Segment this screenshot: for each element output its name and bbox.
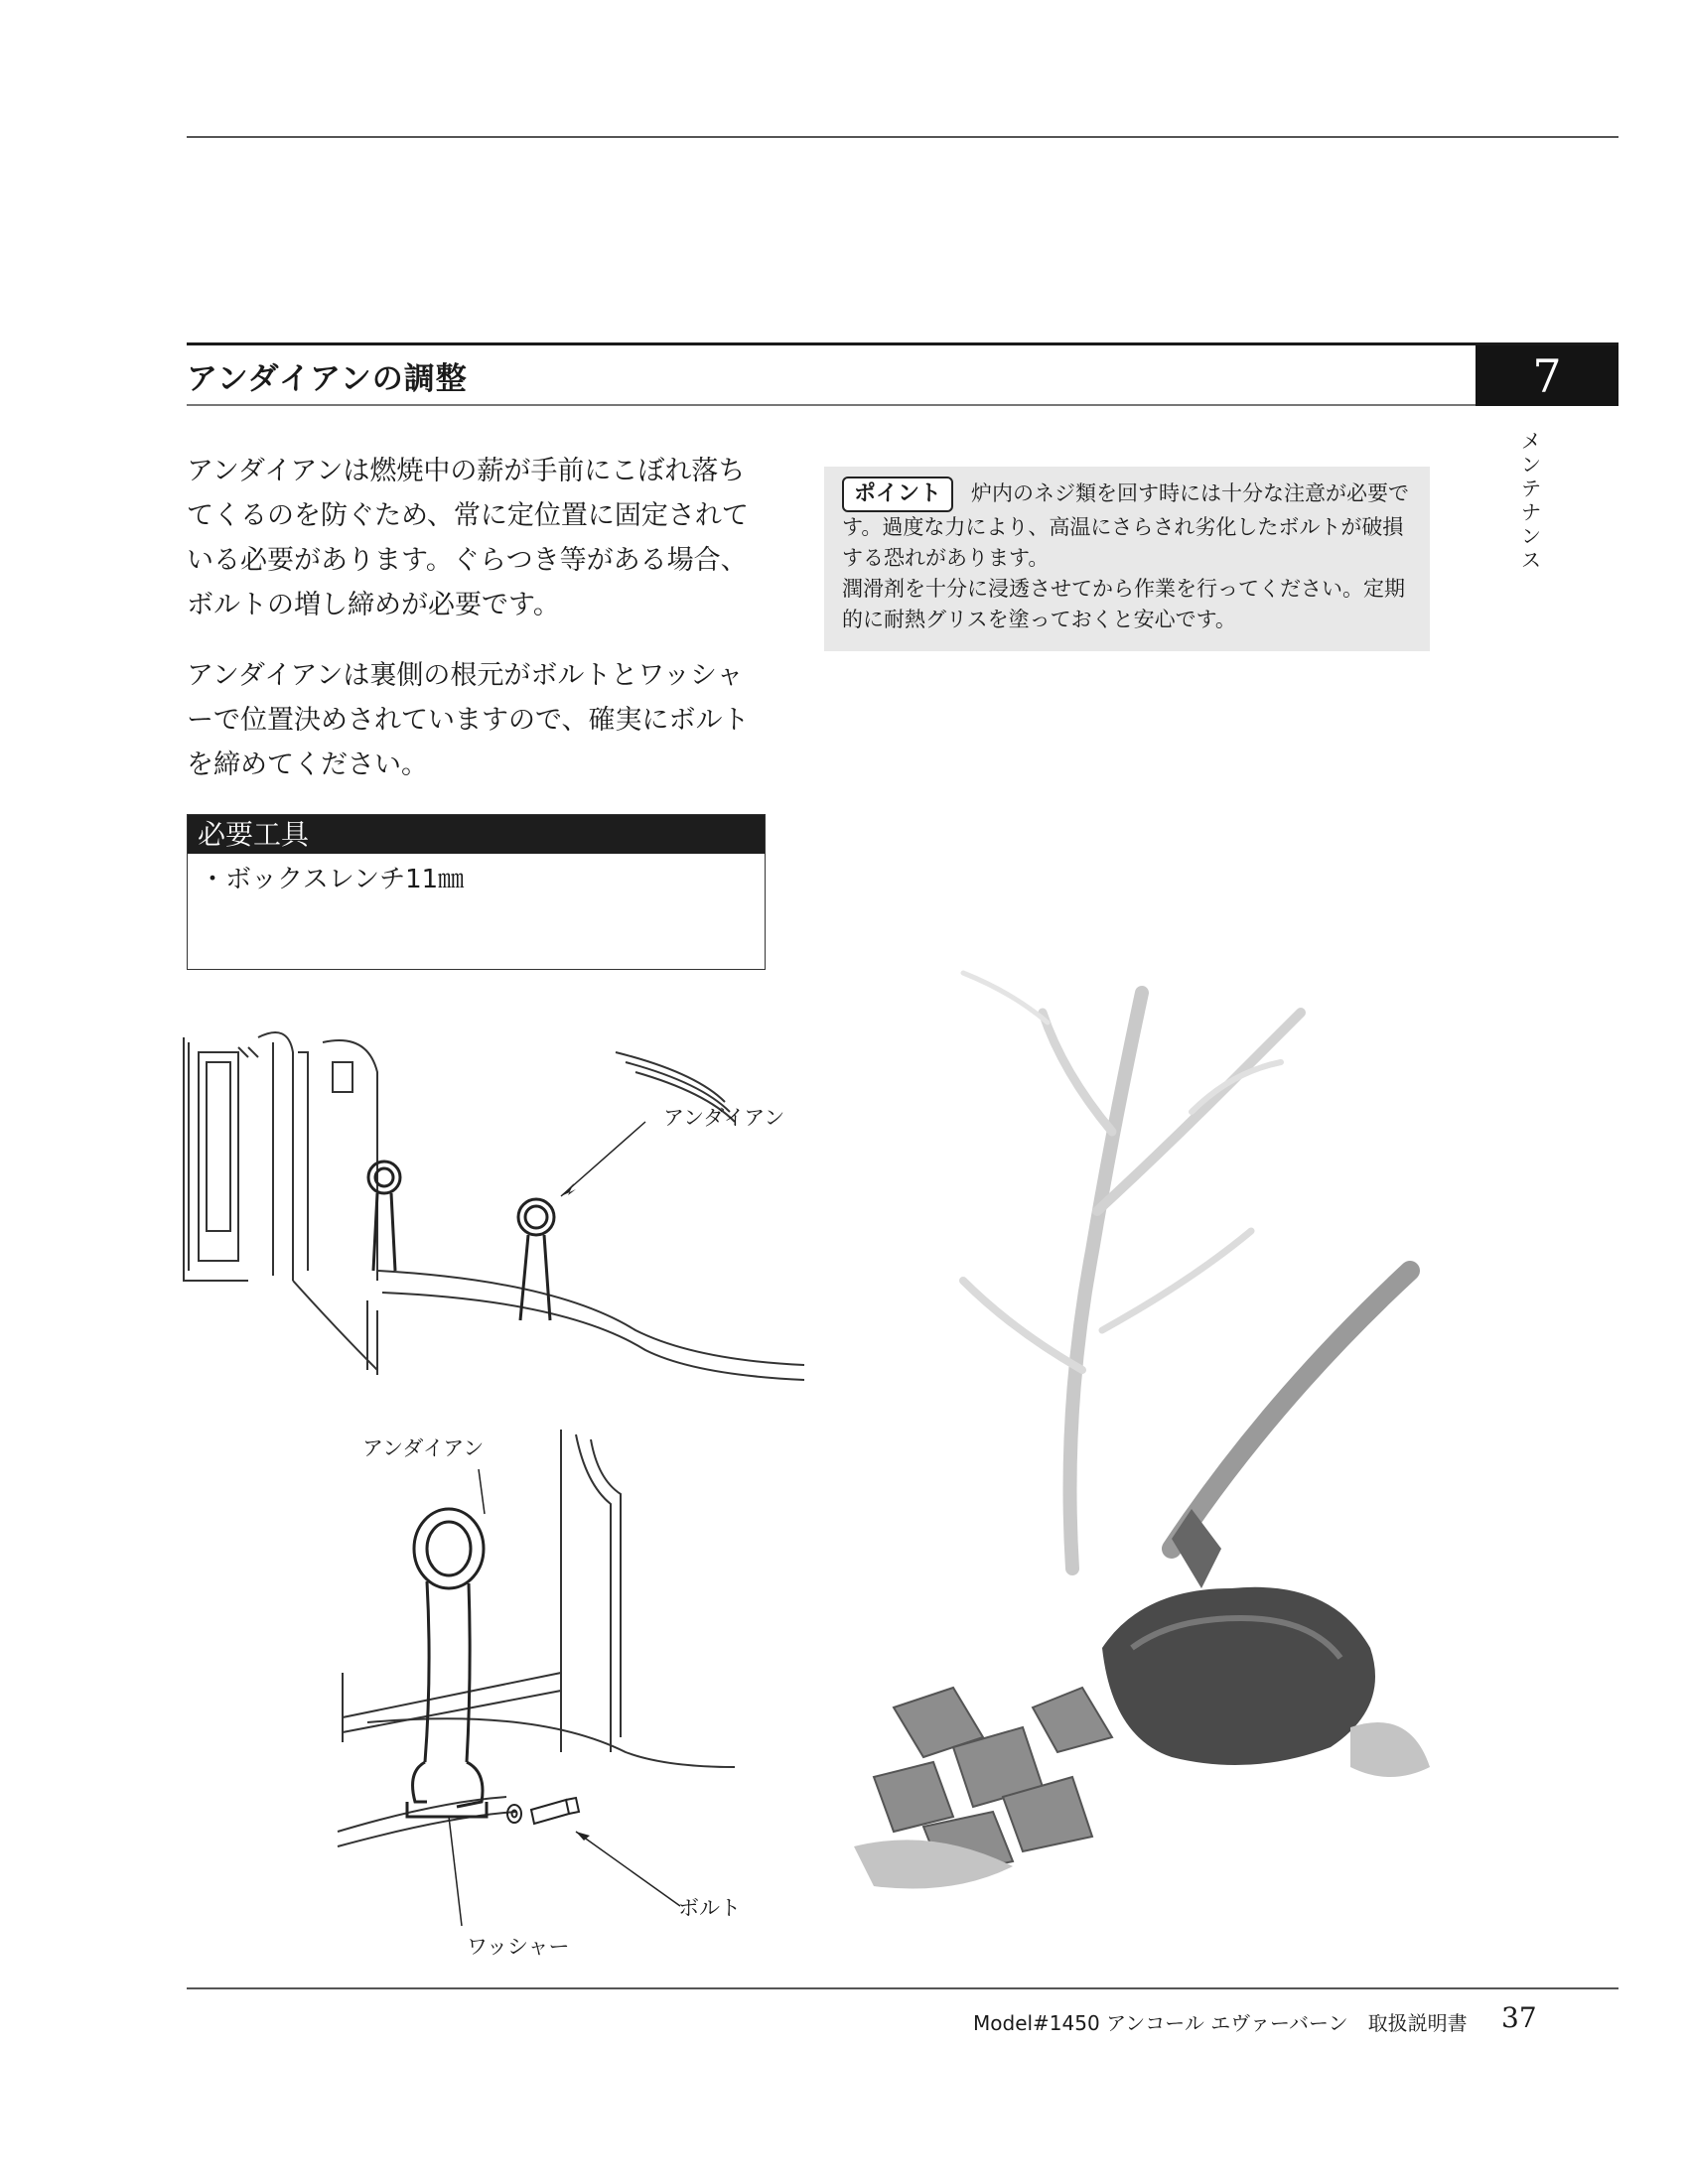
required-tools-heading: 必要工具 <box>188 815 765 854</box>
andiron-detail-illustration <box>338 1425 755 1911</box>
body-paragraph-2: アンダイアンは裏側の根元がボルトとワッシャーで位置決めされていますので、確実にボルトを締めてください。 <box>187 660 750 780</box>
andiron-overview-illustration <box>179 1032 824 1380</box>
firewood-axe-watercolor-image <box>814 953 1509 1906</box>
page-number: 37 <box>1501 2001 1537 2034</box>
label-andiron-detail: アンダイアン <box>362 1436 485 1460</box>
header-rule <box>187 136 1618 138</box>
point-badge: ポイント <box>842 477 953 512</box>
required-tools-box <box>187 814 766 970</box>
section-title: アンダイアンの調整 <box>187 361 468 397</box>
point-note-box <box>824 467 1430 651</box>
label-washer: ワッシャー <box>467 1935 570 1959</box>
label-andiron-overview: アンダイアン <box>663 1106 785 1130</box>
chapter-side-label: メンテナンス <box>1521 429 1541 572</box>
label-bolt: ボルト <box>678 1896 741 1920</box>
point-note-content <box>842 477 1418 635</box>
footer-manual-title: Model#1450 アンコール エヴァーバーン 取扱説明書 <box>973 2011 1468 2035</box>
body-paragraph-1: アンダイアンは燃焼中の薪が手前にこぼれ落ちてくるのを防ぐため、常に定位置に固定されている必要があります。ぐらつき等がある場合、ボルトの増し締めが必要です。 <box>187 456 749 620</box>
footer-rule <box>187 1987 1618 1989</box>
chapter-number: 7 <box>1476 345 1618 406</box>
required-tools-item: ・ボックスレンチ11㎜ <box>200 865 465 894</box>
point-text-1: 炉内のネジ類を回す時には十分な注意が必要です。過度な力により、高温にさらされ劣化したボルトが破損する恐れがあります。 <box>842 481 1410 570</box>
point-text-2: 潤滑剤を十分に浸透させてから作業を行ってください。定期的に耐熱グリスを塗っておくと安心です。 <box>842 577 1405 631</box>
